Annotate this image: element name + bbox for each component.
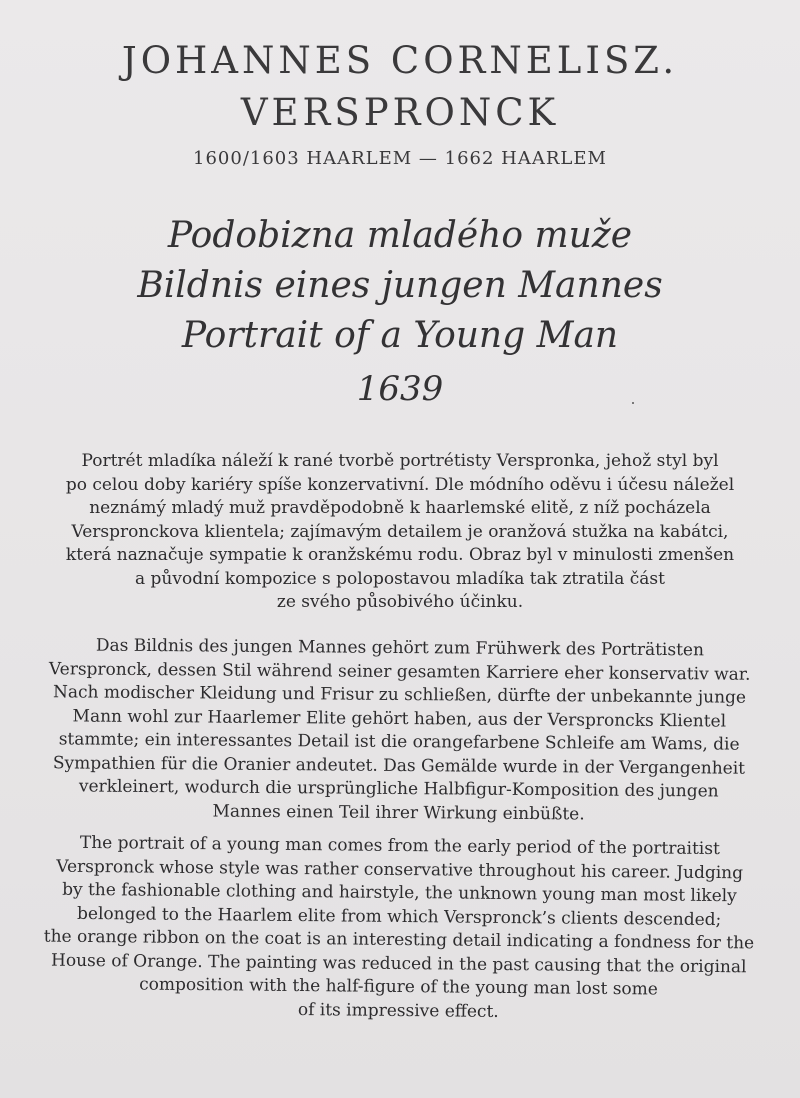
description-czech (30, 450, 770, 615)
title-english: Portrait of a Young Man (181, 315, 619, 356)
description-line: composition with the half-figure of the young man lost some (139, 974, 658, 1000)
dust-speck (632, 402, 634, 404)
description-line: the orange ribbon on the coat is an interesting detail indicating a fondness for the (43, 926, 755, 954)
description-line: of its impressive effect. (297, 999, 499, 1022)
description-line: by the fashionable clothing and hairstyle, the unknown young man most likely (62, 879, 737, 907)
artist-dates: 1600/1603 HAARLEM — 1662 HAARLEM (193, 148, 607, 169)
artwork-year: 1639 (356, 369, 444, 409)
description-line: stammte; ein interessantes Detail ist die orangefarbene Schleife am Wams, die (58, 729, 740, 755)
description-line: belonged to the Haarlem elite from which Verspronck’s clients descended; (76, 903, 722, 930)
description-line: Verspronck, dessen Stil während seiner gesamten Karriere eher konservativ war. (48, 658, 751, 685)
description-line: Mannes einen Teil ihrer Wirkung einbüßte. (212, 801, 585, 824)
description-english (28, 831, 770, 1026)
description-german (29, 634, 770, 828)
description-line: a původní kompozice s polopostavou mladíka tak ztratila část (135, 568, 665, 589)
description-line: The portrait of a young man comes from the early period of the portraitist (79, 832, 720, 860)
description-line: ze svého působivého účinku. (276, 592, 524, 612)
description-line: House of Orange. The painting was reduced in the past causing that the original (50, 950, 747, 977)
title-german: Bildnis eines jungen Mannes (137, 265, 663, 306)
title-czech: Podobizna mladého muže (167, 215, 633, 256)
description-line: Verspronckova klientela; zajímavým detailem je oranžová stužka na kabátci, (71, 521, 729, 542)
description-line: Sympathien für die Oranier andeutet. Das Gemälde wurde in der Vergangenheit (52, 752, 746, 779)
artist-name-line-1: JOHANNES CORNELISZ. (121, 39, 679, 82)
description-line: Portrét mladíka náleží k rané tvorbě portrétisty Verspronka, jehož styl byl (81, 451, 719, 471)
description-line: Mann wohl zur Haarlemer Elite gehört haben, aus der Versproncks Klientel (72, 705, 727, 732)
artist-name-line-2: VERSPRONCK (240, 91, 560, 134)
description-line: verkleinert, wodurch die ursprüngliche Halbfigur-Komposition des jungen (78, 776, 719, 802)
description-line: Das Bildnis des jungen Mannes gehört zum Frühwerk des Porträtisten (95, 635, 705, 661)
description-line: Verspronck whose style was rather conservative throughout his career. Judging (56, 856, 744, 883)
description-line: Nach modischer Kleidung und Frisur zu schließen, dürfte der unbekannte junge (52, 682, 747, 708)
description-line: která naznačuje sympatie k oranžskému rodu. Obraz byl v minulosti zmenšen (65, 545, 735, 565)
description-line: po celou doby kariéry spíše konzervativní. Dle módního oděvu i účesu náležel (65, 474, 735, 495)
description-line: neznámý mladý muž pravděpodobně k haarlemské elitě, z níž pocházela (89, 498, 711, 518)
